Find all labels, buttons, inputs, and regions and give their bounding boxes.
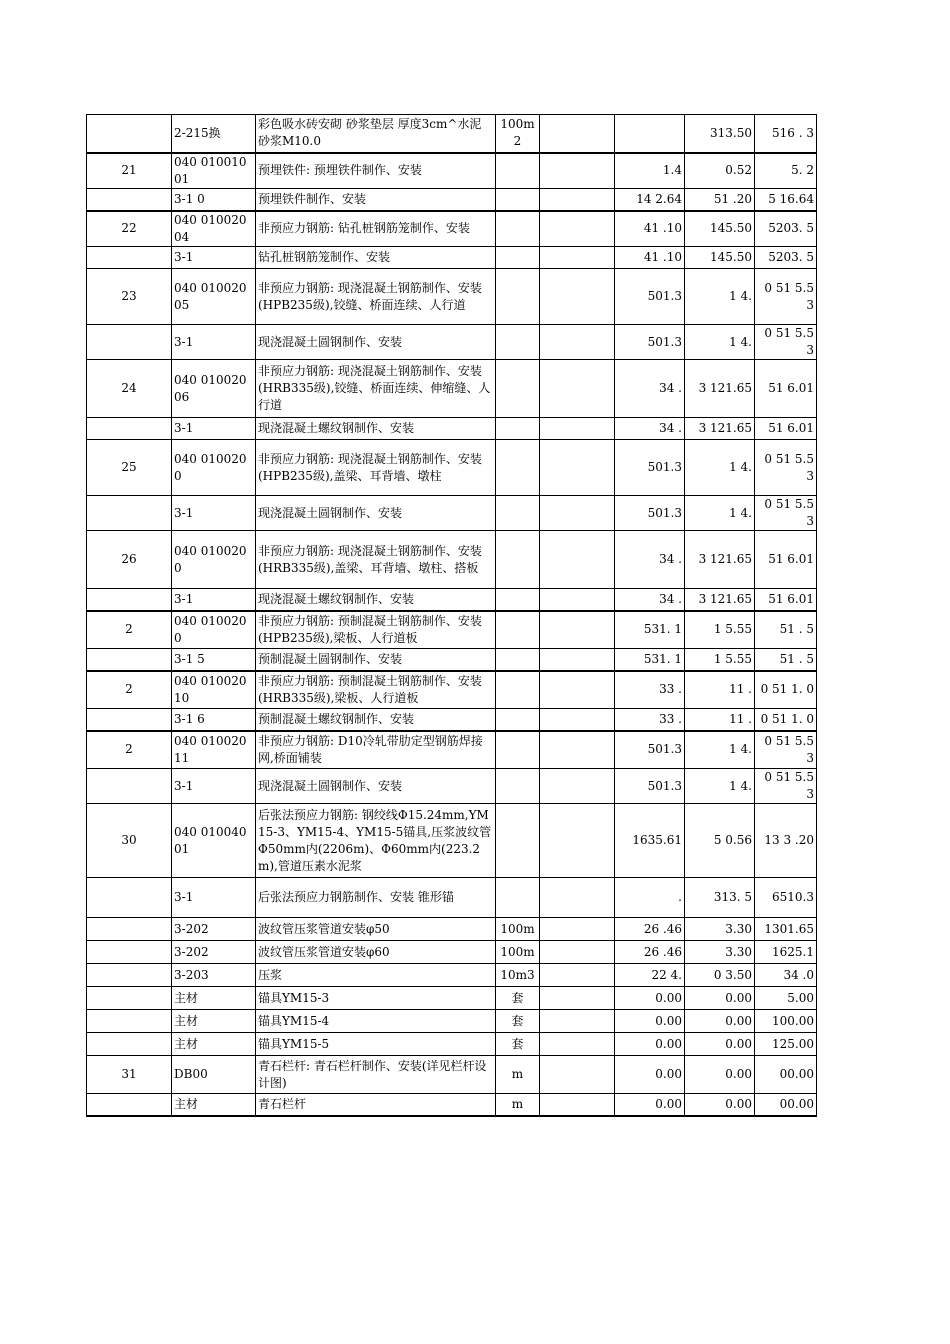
unit-cell bbox=[496, 496, 540, 531]
quantity-cell: 34 . bbox=[615, 531, 685, 589]
unit-cell: 100m bbox=[496, 941, 540, 964]
table-row bbox=[87, 709, 817, 731]
unit-price-cell: 0.00 bbox=[685, 1056, 755, 1094]
item-name-cell: 后张法预应力钢筋: 钢绞线Φ15.24mm,YM15-3、YM15-4、YM15-5锚具,压浆波纹管Φ50mm内(2206m)、Φ60mm内(223.2m),管道压素水泥浆 bbox=[256, 804, 496, 878]
item-code-cell: 040 010020 0 bbox=[172, 611, 256, 649]
table-row bbox=[87, 964, 817, 987]
item-name-cell: 锚具YM15-5 bbox=[256, 1033, 496, 1056]
unit-cell bbox=[496, 153, 540, 189]
item-name-cell: 预埋铁件制作、安装 bbox=[256, 189, 496, 211]
item-number-cell: 23 bbox=[87, 269, 172, 325]
unit-price-cell: 3.30 bbox=[685, 941, 755, 964]
total-cell: 51 6.01 bbox=[755, 418, 817, 440]
table-row bbox=[87, 440, 817, 496]
table-row bbox=[87, 611, 817, 649]
item-number-cell: 26 bbox=[87, 531, 172, 589]
total-cell: 0 51 5.53 bbox=[755, 325, 817, 360]
unit-price-cell: 1 4. bbox=[685, 731, 755, 769]
total-cell: 5.00 bbox=[755, 987, 817, 1010]
unit-price-cell: 1 5.55 bbox=[685, 611, 755, 649]
item-name-cell: 压浆 bbox=[256, 964, 496, 987]
table-row bbox=[87, 878, 817, 918]
item-number-cell: 2 bbox=[87, 671, 172, 709]
item-code-cell: 主材 bbox=[172, 987, 256, 1010]
item-name-cell: 预制混凝土圆钢制作、安装 bbox=[256, 649, 496, 671]
quantity-cell bbox=[615, 115, 685, 153]
item-number-cell: 30 bbox=[87, 804, 172, 878]
unit-price-cell: 3 121.65 bbox=[685, 418, 755, 440]
item-name-cell: 锚具YM15-4 bbox=[256, 1010, 496, 1033]
blank-cell bbox=[540, 804, 615, 878]
item-number-cell bbox=[87, 325, 172, 360]
unit-cell bbox=[496, 731, 540, 769]
unit-cell: 100m bbox=[496, 918, 540, 941]
quantity-cell: 501.3 bbox=[615, 769, 685, 804]
total-cell: 0 51 5.53 bbox=[755, 769, 817, 804]
total-cell: 125.00 bbox=[755, 1033, 817, 1056]
unit-cell bbox=[496, 440, 540, 496]
blank-cell bbox=[540, 878, 615, 918]
item-code-cell: 040 010020 0 bbox=[172, 531, 256, 589]
quantity-cell: 531. 1 bbox=[615, 611, 685, 649]
blank-cell bbox=[540, 987, 615, 1010]
item-number-cell: 22 bbox=[87, 211, 172, 247]
quantity-cell: 501.3 bbox=[615, 325, 685, 360]
item-code-cell: 040 01001001 bbox=[172, 153, 256, 189]
blank-cell bbox=[540, 1033, 615, 1056]
item-code-cell: 3-202 bbox=[172, 941, 256, 964]
blank-cell bbox=[540, 1056, 615, 1094]
quantity-cell: 22 4. bbox=[615, 964, 685, 987]
unit-price-cell: 11 . bbox=[685, 709, 755, 731]
table-row bbox=[87, 649, 817, 671]
total-cell: 0 51 1. 0 bbox=[755, 671, 817, 709]
unit-cell bbox=[496, 649, 540, 671]
table-row bbox=[87, 589, 817, 611]
table-row bbox=[87, 496, 817, 531]
item-code-cell: 3-1 bbox=[172, 878, 256, 918]
quantity-sheet-table bbox=[86, 114, 817, 1117]
item-name-cell: 现浇混凝土圆钢制作、安装 bbox=[256, 496, 496, 531]
item-name-cell: 非预应力钢筋: 预制混凝土钢筋制作、安装(HRB335级),梁板、人行道板 bbox=[256, 671, 496, 709]
item-number-cell bbox=[87, 941, 172, 964]
item-code-cell: 040 01002004 bbox=[172, 211, 256, 247]
blank-cell bbox=[540, 189, 615, 211]
total-cell: 13 3 .20 bbox=[755, 804, 817, 878]
item-code-cell: 3-1 bbox=[172, 247, 256, 269]
unit-price-cell: 313.50 bbox=[685, 115, 755, 153]
item-number-cell bbox=[87, 589, 172, 611]
blank-cell bbox=[540, 115, 615, 153]
sheet-body bbox=[87, 115, 817, 1116]
unit-cell bbox=[496, 325, 540, 360]
blank-cell bbox=[540, 418, 615, 440]
item-name-cell: 波纹管压浆管道安装φ50 bbox=[256, 918, 496, 941]
table-row bbox=[87, 531, 817, 589]
item-number-cell: 2 bbox=[87, 731, 172, 769]
unit-cell bbox=[496, 211, 540, 247]
quantity-cell: 501.3 bbox=[615, 731, 685, 769]
item-number-cell: 24 bbox=[87, 360, 172, 418]
unit-cell: 套 bbox=[496, 1033, 540, 1056]
item-code-cell: 主材 bbox=[172, 1010, 256, 1033]
item-code-cell: 3-202 bbox=[172, 918, 256, 941]
blank-cell bbox=[540, 153, 615, 189]
quantity-cell: 34 . bbox=[615, 418, 685, 440]
unit-cell: m bbox=[496, 1094, 540, 1116]
quantity-cell: 501.3 bbox=[615, 440, 685, 496]
quantity-cell: 26 .46 bbox=[615, 918, 685, 941]
quantity-cell: 41 .10 bbox=[615, 247, 685, 269]
item-number-cell: 31 bbox=[87, 1056, 172, 1094]
item-code-cell: 3-1 bbox=[172, 589, 256, 611]
unit-cell bbox=[496, 418, 540, 440]
unit-cell bbox=[496, 671, 540, 709]
unit-cell bbox=[496, 804, 540, 878]
unit-price-cell: 3 121.65 bbox=[685, 360, 755, 418]
blank-cell bbox=[540, 941, 615, 964]
total-cell: 5203. 5 bbox=[755, 247, 817, 269]
blank-cell bbox=[540, 440, 615, 496]
blank-cell bbox=[540, 964, 615, 987]
item-code-cell: 3-1 bbox=[172, 418, 256, 440]
item-number-cell bbox=[87, 1033, 172, 1056]
table-row bbox=[87, 769, 817, 804]
unit-price-cell: 1 4. bbox=[685, 496, 755, 531]
item-name-cell: 锚具YM15-3 bbox=[256, 987, 496, 1010]
unit-price-cell: 1 4. bbox=[685, 769, 755, 804]
total-cell: 51 6.01 bbox=[755, 531, 817, 589]
total-cell: 34 .0 bbox=[755, 964, 817, 987]
total-cell: 00.00 bbox=[755, 1094, 817, 1116]
unit-price-cell: 0.00 bbox=[685, 987, 755, 1010]
item-name-cell: 青石栏杆 bbox=[256, 1094, 496, 1116]
table-row bbox=[87, 325, 817, 360]
item-number-cell: 25 bbox=[87, 440, 172, 496]
item-code-cell: 040 01002010 bbox=[172, 671, 256, 709]
total-cell: 0 51 5.53 bbox=[755, 496, 817, 531]
total-cell: 0 51 5.53 bbox=[755, 269, 817, 325]
total-cell: 5. 2 bbox=[755, 153, 817, 189]
quantity-cell: 501.3 bbox=[615, 269, 685, 325]
table-row bbox=[87, 189, 817, 211]
blank-cell bbox=[540, 360, 615, 418]
item-code-cell: 3-1 bbox=[172, 496, 256, 531]
item-number-cell: 21 bbox=[87, 153, 172, 189]
total-cell: 00.00 bbox=[755, 1056, 817, 1094]
unit-price-cell: 5 0.56 bbox=[685, 804, 755, 878]
item-name-cell: 预制混凝土螺纹钢制作、安装 bbox=[256, 709, 496, 731]
blank-cell bbox=[540, 531, 615, 589]
item-code-cell: 2-215换 bbox=[172, 115, 256, 153]
item-number-cell bbox=[87, 496, 172, 531]
table-row bbox=[87, 1033, 817, 1056]
item-name-cell: 预埋铁件: 预埋铁件制作、安装 bbox=[256, 153, 496, 189]
item-name-cell: 波纹管压浆管道安装φ60 bbox=[256, 941, 496, 964]
unit-price-cell: 0 3.50 bbox=[685, 964, 755, 987]
unit-price-cell: 1 4. bbox=[685, 325, 755, 360]
item-number-cell bbox=[87, 247, 172, 269]
table-row bbox=[87, 941, 817, 964]
item-name-cell: 非预应力钢筋: 现浇混凝土钢筋制作、安装(HRB335级),盖梁、耳背墙、墩柱、搭板 bbox=[256, 531, 496, 589]
unit-price-cell: 0.00 bbox=[685, 1094, 755, 1116]
quantity-cell: 0.00 bbox=[615, 1033, 685, 1056]
blank-cell bbox=[540, 589, 615, 611]
item-code-cell: 040 01002011 bbox=[172, 731, 256, 769]
quantity-cell: 26 .46 bbox=[615, 941, 685, 964]
unit-cell bbox=[496, 769, 540, 804]
item-name-cell: 钻孔桩钢筋笼制作、安装 bbox=[256, 247, 496, 269]
item-name-cell: 现浇混凝土圆钢制作、安装 bbox=[256, 325, 496, 360]
item-name-cell: 现浇混凝土螺纹钢制作、安装 bbox=[256, 589, 496, 611]
item-name-cell: 非预应力钢筋: 现浇混凝土钢筋制作、安装(HRB335级),铰缝、桥面连续、伸缩缝、人行道 bbox=[256, 360, 496, 418]
table-row bbox=[87, 918, 817, 941]
quantity-cell: 14 2.64 bbox=[615, 189, 685, 211]
unit-price-cell: 11 . bbox=[685, 671, 755, 709]
table-row bbox=[87, 1010, 817, 1033]
table-row bbox=[87, 418, 817, 440]
item-code-cell: 040 010020 0 bbox=[172, 440, 256, 496]
item-name-cell: 现浇混凝土圆钢制作、安装 bbox=[256, 769, 496, 804]
item-name-cell: 非预应力钢筋: 钻孔桩钢筋笼制作、安装 bbox=[256, 211, 496, 247]
table-row bbox=[87, 153, 817, 189]
blank-cell bbox=[540, 649, 615, 671]
unit-price-cell: 0.00 bbox=[685, 1010, 755, 1033]
table-row bbox=[87, 1094, 817, 1116]
item-name-cell: 青石栏杆: 青石栏杆制作、安装(详见栏杆设计图) bbox=[256, 1056, 496, 1094]
item-number-cell bbox=[87, 709, 172, 731]
total-cell: 51 6.01 bbox=[755, 589, 817, 611]
total-cell: 5 16.64 bbox=[755, 189, 817, 211]
table-row bbox=[87, 247, 817, 269]
total-cell: 0 51 5.53 bbox=[755, 440, 817, 496]
quantity-cell: 1635.61 bbox=[615, 804, 685, 878]
quantity-cell: . bbox=[615, 878, 685, 918]
total-cell: 1301.65 bbox=[755, 918, 817, 941]
quantity-cell: 34 . bbox=[615, 360, 685, 418]
total-cell: 516 . 3 bbox=[755, 115, 817, 153]
item-code-cell: 主材 bbox=[172, 1094, 256, 1116]
item-code-cell: 040 01002006 bbox=[172, 360, 256, 418]
unit-cell bbox=[496, 247, 540, 269]
quantity-cell: 1.4 bbox=[615, 153, 685, 189]
total-cell: 51 . 5 bbox=[755, 649, 817, 671]
item-code-cell: 主材 bbox=[172, 1033, 256, 1056]
item-number-cell bbox=[87, 918, 172, 941]
blank-cell bbox=[540, 325, 615, 360]
item-code-cell: 3-203 bbox=[172, 964, 256, 987]
quantity-cell: 0.00 bbox=[615, 1094, 685, 1116]
unit-cell bbox=[496, 709, 540, 731]
unit-price-cell: 3.30 bbox=[685, 918, 755, 941]
quantity-cell: 41 .10 bbox=[615, 211, 685, 247]
total-cell: 51 6.01 bbox=[755, 360, 817, 418]
item-number-cell bbox=[87, 878, 172, 918]
quantity-cell: 531. 1 bbox=[615, 649, 685, 671]
item-number-cell bbox=[87, 987, 172, 1010]
unit-cell bbox=[496, 360, 540, 418]
item-number-cell bbox=[87, 115, 172, 153]
quantity-cell: 0.00 bbox=[615, 1056, 685, 1094]
blank-cell bbox=[540, 918, 615, 941]
unit-cell bbox=[496, 589, 540, 611]
unit-cell bbox=[496, 611, 540, 649]
item-code-cell: 3-1 5 bbox=[172, 649, 256, 671]
table-row bbox=[87, 671, 817, 709]
blank-cell bbox=[540, 709, 615, 731]
table-row bbox=[87, 731, 817, 769]
item-name-cell: 非预应力钢筋: 预制混凝土钢筋制作、安装(HPB235级),梁板、人行道板 bbox=[256, 611, 496, 649]
unit-price-cell: 0.52 bbox=[685, 153, 755, 189]
unit-cell: 套 bbox=[496, 1010, 540, 1033]
unit-cell: m bbox=[496, 1056, 540, 1094]
item-name-cell: 非预应力钢筋: 现浇混凝土钢筋制作、安装(HPB235级),盖梁、耳背墙、墩柱 bbox=[256, 440, 496, 496]
blank-cell bbox=[540, 611, 615, 649]
unit-price-cell: 1 4. bbox=[685, 269, 755, 325]
item-code-cell: 3-1 0 bbox=[172, 189, 256, 211]
item-code-cell: 3-1 bbox=[172, 325, 256, 360]
blank-cell bbox=[540, 731, 615, 769]
unit-price-cell: 3 121.65 bbox=[685, 589, 755, 611]
unit-price-cell: 1 4. bbox=[685, 440, 755, 496]
table-row bbox=[87, 1056, 817, 1094]
item-number-cell bbox=[87, 1094, 172, 1116]
table-row bbox=[87, 269, 817, 325]
unit-price-cell: 3 121.65 bbox=[685, 531, 755, 589]
unit-cell: 10m3 bbox=[496, 964, 540, 987]
item-name-cell: 彩色吸水砖安砌 砂浆垫层 厚度3cm^水泥砂浆M10.0 bbox=[256, 115, 496, 153]
unit-cell: 100m2 bbox=[496, 115, 540, 153]
item-code-cell: 3-1 bbox=[172, 769, 256, 804]
item-number-cell bbox=[87, 964, 172, 987]
item-number-cell bbox=[87, 649, 172, 671]
total-cell: 0 51 1. 0 bbox=[755, 709, 817, 731]
total-cell: 51 . 5 bbox=[755, 611, 817, 649]
quantity-cell: 33 . bbox=[615, 709, 685, 731]
quantity-cell: 34 . bbox=[615, 589, 685, 611]
unit-cell: 套 bbox=[496, 987, 540, 1010]
item-name-cell: 非预应力钢筋: D10冷轧带肋定型钢筋焊接网,桥面铺装 bbox=[256, 731, 496, 769]
total-cell: 100.00 bbox=[755, 1010, 817, 1033]
table-row bbox=[87, 987, 817, 1010]
total-cell: 6510.3 bbox=[755, 878, 817, 918]
item-name-cell: 现浇混凝土螺纹钢制作、安装 bbox=[256, 418, 496, 440]
unit-cell bbox=[496, 269, 540, 325]
table-row bbox=[87, 115, 817, 153]
blank-cell bbox=[540, 247, 615, 269]
unit-price-cell: 0.00 bbox=[685, 1033, 755, 1056]
item-code-cell: DB00 bbox=[172, 1056, 256, 1094]
item-code-cell: 3-1 6 bbox=[172, 709, 256, 731]
blank-cell bbox=[540, 671, 615, 709]
item-number-cell bbox=[87, 189, 172, 211]
table-row bbox=[87, 211, 817, 247]
blank-cell bbox=[540, 496, 615, 531]
unit-price-cell: 145.50 bbox=[685, 247, 755, 269]
unit-cell bbox=[496, 531, 540, 589]
unit-price-cell: 145.50 bbox=[685, 211, 755, 247]
table-row bbox=[87, 360, 817, 418]
total-cell: 5203. 5 bbox=[755, 211, 817, 247]
total-cell: 1625.1 bbox=[755, 941, 817, 964]
quantity-cell: 33 . bbox=[615, 671, 685, 709]
blank-cell bbox=[540, 1010, 615, 1033]
item-code-cell: 040 01004001 bbox=[172, 804, 256, 878]
item-name-cell: 非预应力钢筋: 现浇混凝土钢筋制作、安装(HPB235级),铰缝、桥面连续、人行道 bbox=[256, 269, 496, 325]
unit-price-cell: 313. 5 bbox=[685, 878, 755, 918]
unit-price-cell: 1 5.55 bbox=[685, 649, 755, 671]
quantity-cell: 0.00 bbox=[615, 1010, 685, 1033]
item-number-cell bbox=[87, 769, 172, 804]
blank-cell bbox=[540, 1094, 615, 1116]
unit-cell bbox=[496, 189, 540, 211]
blank-cell bbox=[540, 211, 615, 247]
blank-cell bbox=[540, 269, 615, 325]
item-number-cell bbox=[87, 1010, 172, 1033]
item-name-cell: 后张法预应力钢筋制作、安装 锥形锚 bbox=[256, 878, 496, 918]
quantity-cell: 0.00 bbox=[615, 987, 685, 1010]
item-code-cell: 040 01002005 bbox=[172, 269, 256, 325]
total-cell: 0 51 5.53 bbox=[755, 731, 817, 769]
unit-cell bbox=[496, 878, 540, 918]
blank-cell bbox=[540, 769, 615, 804]
item-number-cell bbox=[87, 418, 172, 440]
table-row bbox=[87, 804, 817, 878]
quantity-cell: 501.3 bbox=[615, 496, 685, 531]
item-number-cell: 2 bbox=[87, 611, 172, 649]
unit-price-cell: 51 .20 bbox=[685, 189, 755, 211]
